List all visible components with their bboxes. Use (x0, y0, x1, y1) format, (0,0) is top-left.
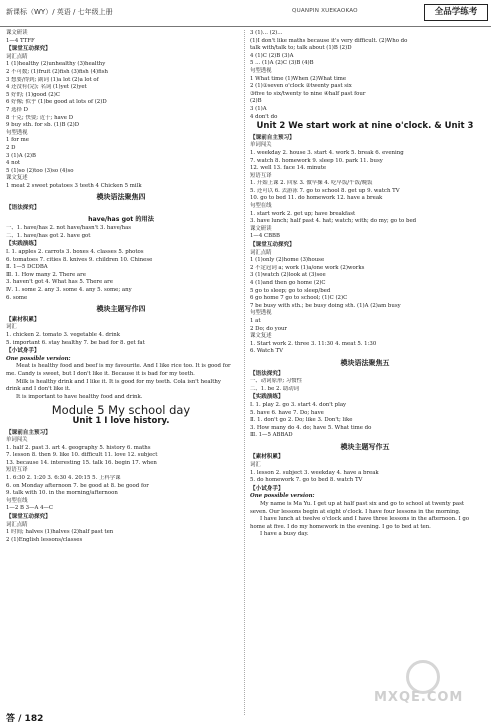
section-heading: 【素材积累】 (250, 454, 284, 461)
brand-pinyin: QUANPIN XUEKAOKAO (292, 8, 358, 14)
answer-line: 5 好的; (1)good (2)C (6, 91, 60, 98)
answer-line: 6. Watch TV (250, 348, 284, 355)
answer-line: 5. do homework 7. go to bed 8. watch TV (250, 477, 363, 484)
answer-line: (2)B (250, 98, 262, 105)
page-header (0, 0, 491, 27)
watermark-logo (374, 660, 486, 722)
answer-line: 1. lesson 2. subject 3. weekday 4. have a break (250, 469, 379, 476)
answer-line: Ⅰ. 1. play 2. go 3. start 4. don't play (250, 401, 347, 408)
answer-line: 3 想要/得到; 副词 (1)a lot (2)a lot of (6, 76, 99, 83)
essay-paragraph: Milk is healthy drink and I like it. It is good for my teeth. Cola isn't healthy drink and I don't like it. (6, 378, 221, 393)
left-answer-column (6, 30, 236, 710)
watermark-circle-icon (406, 660, 440, 694)
module-title: 模块主题写作四 (96, 305, 146, 314)
section-heading: 【小试身手】 (250, 485, 284, 492)
section-heading: 【素材积累】 (6, 316, 40, 323)
subsection-label: 词汇点睛 (250, 249, 272, 256)
answer-line: 1. 6:30 2. 1:20 3. 6:30 4. 20:15 5. 上科学课 (6, 475, 121, 482)
answer-line: 一、动词原形; 习惯性 (250, 378, 303, 385)
answer-line: talk with/talk to; talk about (1)B (2)D (250, 45, 352, 52)
answer-line: 7. lesson 8. then 9. like 10. difficult 11. love 12. subject (6, 452, 158, 459)
answer-line: ③five to six/twenty to nine ④half past four (250, 90, 366, 97)
answer-line: (1)I don't like maths because it's very difficult. (2)Who do (250, 37, 408, 44)
answer-line: 1. Start work 2. three 3. 11:30 4. meat 5. 1:30 (250, 340, 377, 347)
subsection-label: 短语互译 (250, 172, 272, 179)
answer-line: Ⅰ. 1. apples 2. carrots 3. boxes 4. classes 5. photos (6, 249, 144, 256)
answer-line: 3 (1)... (2)... (250, 30, 283, 36)
section-heading: 【小试身手】 (6, 348, 40, 355)
answer-line: 1 at (250, 317, 261, 324)
answer-line: 1. start work 2. get up; have breakfast (250, 210, 356, 217)
column-divider (244, 30, 245, 715)
section-heading: 【课堂互动探究】 (6, 514, 51, 521)
answer-line: 9. talk with 10. in the morning/afternoon (6, 490, 118, 497)
essay-paragraph: I have lunch at twelve o'clock and I have three lessons in the afternoon. I go home at five. I do my homework in the evening. I go to bed at ten. (250, 516, 470, 530)
brand-logo: 全品学练考 (424, 4, 488, 21)
module-heading: Module 5 My school day (51, 403, 191, 418)
subsection-label: 词汇 (250, 462, 261, 469)
unit-heading: Unit 1 I love history. (72, 415, 170, 426)
answer-line: 4 don't do (250, 113, 278, 120)
answer-line: 2 D (6, 144, 16, 151)
book-series-label: 新课标（WY）/ 英语 / 七年级上册 (6, 8, 113, 16)
section-heading: 【实践演练】 (6, 241, 40, 248)
answer-line: 7. watch 8. homework 9. sleep 10. park 11. busy (250, 157, 383, 164)
answer-line: 二、1. have/has got 2. have got (6, 232, 91, 239)
answer-line: 5 (1)so (2)too (3)so (4)so (6, 167, 74, 174)
answer-line: 1 for me (6, 137, 29, 144)
subsection-label: 词汇 (6, 324, 17, 331)
answer-line: 2 (1)①seven o'clock ②twenty past six (250, 83, 352, 90)
answer-line: 7 选择 D (6, 106, 28, 113)
answer-line: 3. have lunch; half past 4. hat; watch; with; do my; go to bed (250, 218, 417, 225)
watermark-text: MXQE.COM (374, 690, 464, 705)
subsection-label: 句型透视 (6, 129, 28, 136)
answer-line: 3 (1)A (2)B (6, 152, 36, 159)
subsection-label: 句型透视 (250, 67, 272, 74)
answer-line: 1. weekday 2. house 3. start 4. work 5. break 6. evening (250, 149, 404, 156)
section-heading: 【实践演练】 (250, 394, 284, 401)
answer-line: 5 go to sleep; go to sleep/bed (250, 287, 331, 294)
answer-line: 3 (1)watch (2)look at (3)see (250, 272, 326, 279)
answer-line: 6 go home 7 go to school; (1)C (2)C (250, 295, 348, 302)
answer-line: 4 (1)and then go home (2)C (250, 280, 326, 286)
answer-line: 13. because 14. interesting 15. talk 16. begin 17. when (6, 459, 157, 466)
section-heading: 【课前自主预习】 (6, 429, 51, 436)
answer-line: 12. well 13. face 14. minute (250, 165, 327, 172)
version-label: One possible version: (250, 493, 315, 500)
answer-line: 8 千克; 快要; 近于; have D (6, 114, 74, 121)
subsection-label: 短语互译 (6, 467, 28, 474)
answer-line: 1 时间; halves (1)halves (2)half past ten (6, 529, 114, 536)
answer-line: 6. on Monday afternoon 7. be good at 8. be good for (6, 482, 149, 489)
answer-line: Ⅱ. 1. don't go 2. Do; like 3. Don't; like (250, 417, 353, 424)
unit-heading: Unit 2 We start work at nine o'clock. & Unit 3 (256, 121, 474, 132)
answer-line: 10. go to bed 11. do homework 12. have a break (250, 195, 383, 202)
answer-line: 4 (1)C (2)B (3)A (250, 52, 294, 59)
section-heading: 【语法探究】 (6, 205, 40, 212)
subsection-label: 单词闯关 (250, 142, 272, 149)
answer-line: 5 ... (1)A (2)C (3)B (4)B (250, 60, 314, 67)
answer-line: 6. some (6, 294, 28, 301)
module-title: 模块主题写作五 (340, 442, 390, 451)
answer-line: 6. tomatoes 7. cities 8. knives 9. children 10. Chinese (6, 256, 153, 263)
module-title: 模块语法聚焦四 (96, 193, 146, 202)
grammar-topic-title: have/has got 的用法 (88, 215, 154, 223)
answer-line: 1—4 CBBB (250, 233, 280, 240)
right-answer-column (250, 30, 480, 710)
answer-line: Ⅳ. 1. some 2. any 3. some 4. any 5. some; any (6, 287, 132, 293)
answer-line: Ⅱ. 1—5 DCDBA (6, 264, 48, 271)
answer-line: 3. haven't got 4. What has 5. There are (6, 279, 113, 286)
answer-line: 1—2 B 3—A 4—C (6, 505, 54, 512)
answer-line: 1—4 TTFF (6, 37, 35, 44)
essay-paragraph: My name is Ma Yu. I get up at half past six and go to school at twenty past seven. Our lessons begin at eight o'clock. I have four lessons in the morning. (250, 501, 465, 515)
answer-line: 7 be busy with sth.; be busy doing sth. (1)A (2)am busy (250, 302, 401, 309)
subsection-label: 课文研读 (250, 225, 272, 232)
subsection-label: 课文复述 (250, 333, 272, 340)
subsection-label: 句型透视 (250, 310, 272, 317)
version-label: One possible version: (6, 355, 71, 362)
answer-line: 5. 还可以 6. 去游泳 7. go to school 8. get up 9. watch TV (250, 187, 400, 194)
essay-paragraph: I have a busy day. (260, 531, 309, 538)
answer-line: 2 不可数; (1)fruit (2)fish (3)fish (4)fish (6, 68, 108, 75)
answer-line: 1. 开始上课 2. 回家 3. 做早操 4. 吃早饭/午饭/晚饭 (250, 180, 373, 187)
answer-line: 一、1. have/has 2. not have/hasn't 3. have/has (6, 225, 132, 232)
subsection-label: 词汇点睛 (6, 53, 28, 60)
answer-line: 2 (1)English lessons/classes (6, 536, 83, 543)
answer-line: 4 还没有(完); 名词 (1)yet (2)yet (6, 84, 87, 91)
subsection-label: 句型在线 (250, 203, 272, 210)
answer-line: 9 buy sth. for sb. (1)B (2)D (6, 122, 80, 129)
answer-line: 6 好像; 似乎 (1)be good at lots of (2)D (6, 99, 107, 106)
answer-line: Ⅲ. 1—5 ABBAD (250, 432, 293, 439)
answer-line: 3. How many do 4. do; have 5. What time do (250, 424, 372, 431)
section-heading: 【课前自主预习】 (250, 134, 295, 141)
subsection-label: 课文复述 (6, 175, 28, 182)
answer-line: 5. have 6. have 7. Do; have (250, 409, 324, 416)
essay-paragraph: Meat is healthy food and beef is my favourite. And I like rice too. It is good for me. Candy is sweet, but I don't like it. Because it is bad for my teeth. (6, 363, 231, 377)
section-heading: 【课堂互动探究】 (250, 242, 295, 249)
answer-line: Ⅲ. 1. How many 2. There are (6, 271, 86, 278)
answer-line: 1 What time (1)When (2)What time (250, 75, 347, 82)
answer-line: 1 (1)healthy (2)unhealthy (3)healthy (6, 61, 106, 68)
answer-line: 2 Do; do your (250, 325, 287, 332)
answer-line: 1 (1)only (2)home (3)house (250, 257, 325, 264)
answer-line: 3 (1)A (250, 105, 267, 112)
section-heading: 【课堂互动探究】 (6, 46, 51, 53)
answer-line: 1. half 2. past 3. art 4. geography 5. history 6. maths (6, 444, 151, 451)
answer-line: 4 not (6, 160, 21, 167)
page-number: 答 / 182 (6, 714, 44, 724)
subsection-label: 课文研读 (6, 30, 28, 36)
section-heading: 【语法探究】 (250, 370, 284, 377)
subsection-label: 句型在线 (6, 497, 28, 504)
subsection-label: 单词闯关 (6, 437, 28, 444)
answer-line: 二、1. be 2. 助动词 (250, 385, 300, 392)
answer-line: 1 meat 2 sweet potatoes 3 teeth 4 Chicken 5 milk (6, 182, 142, 189)
essay-paragraph: It is important to have healthy food and drink. (16, 393, 143, 400)
answer-line: 2 不定冠词 a; work (1)a/one work (2)works (250, 264, 365, 271)
answer-line: 5. important 6. stay healthy 7. be bad for 8. get fat (6, 339, 145, 346)
answer-line: 1. chicken 2. tomato 3. vegetable 4. drink (6, 331, 120, 338)
module-title: 模块语法聚焦五 (340, 358, 390, 367)
subsection-label: 词汇点睛 (6, 521, 28, 528)
